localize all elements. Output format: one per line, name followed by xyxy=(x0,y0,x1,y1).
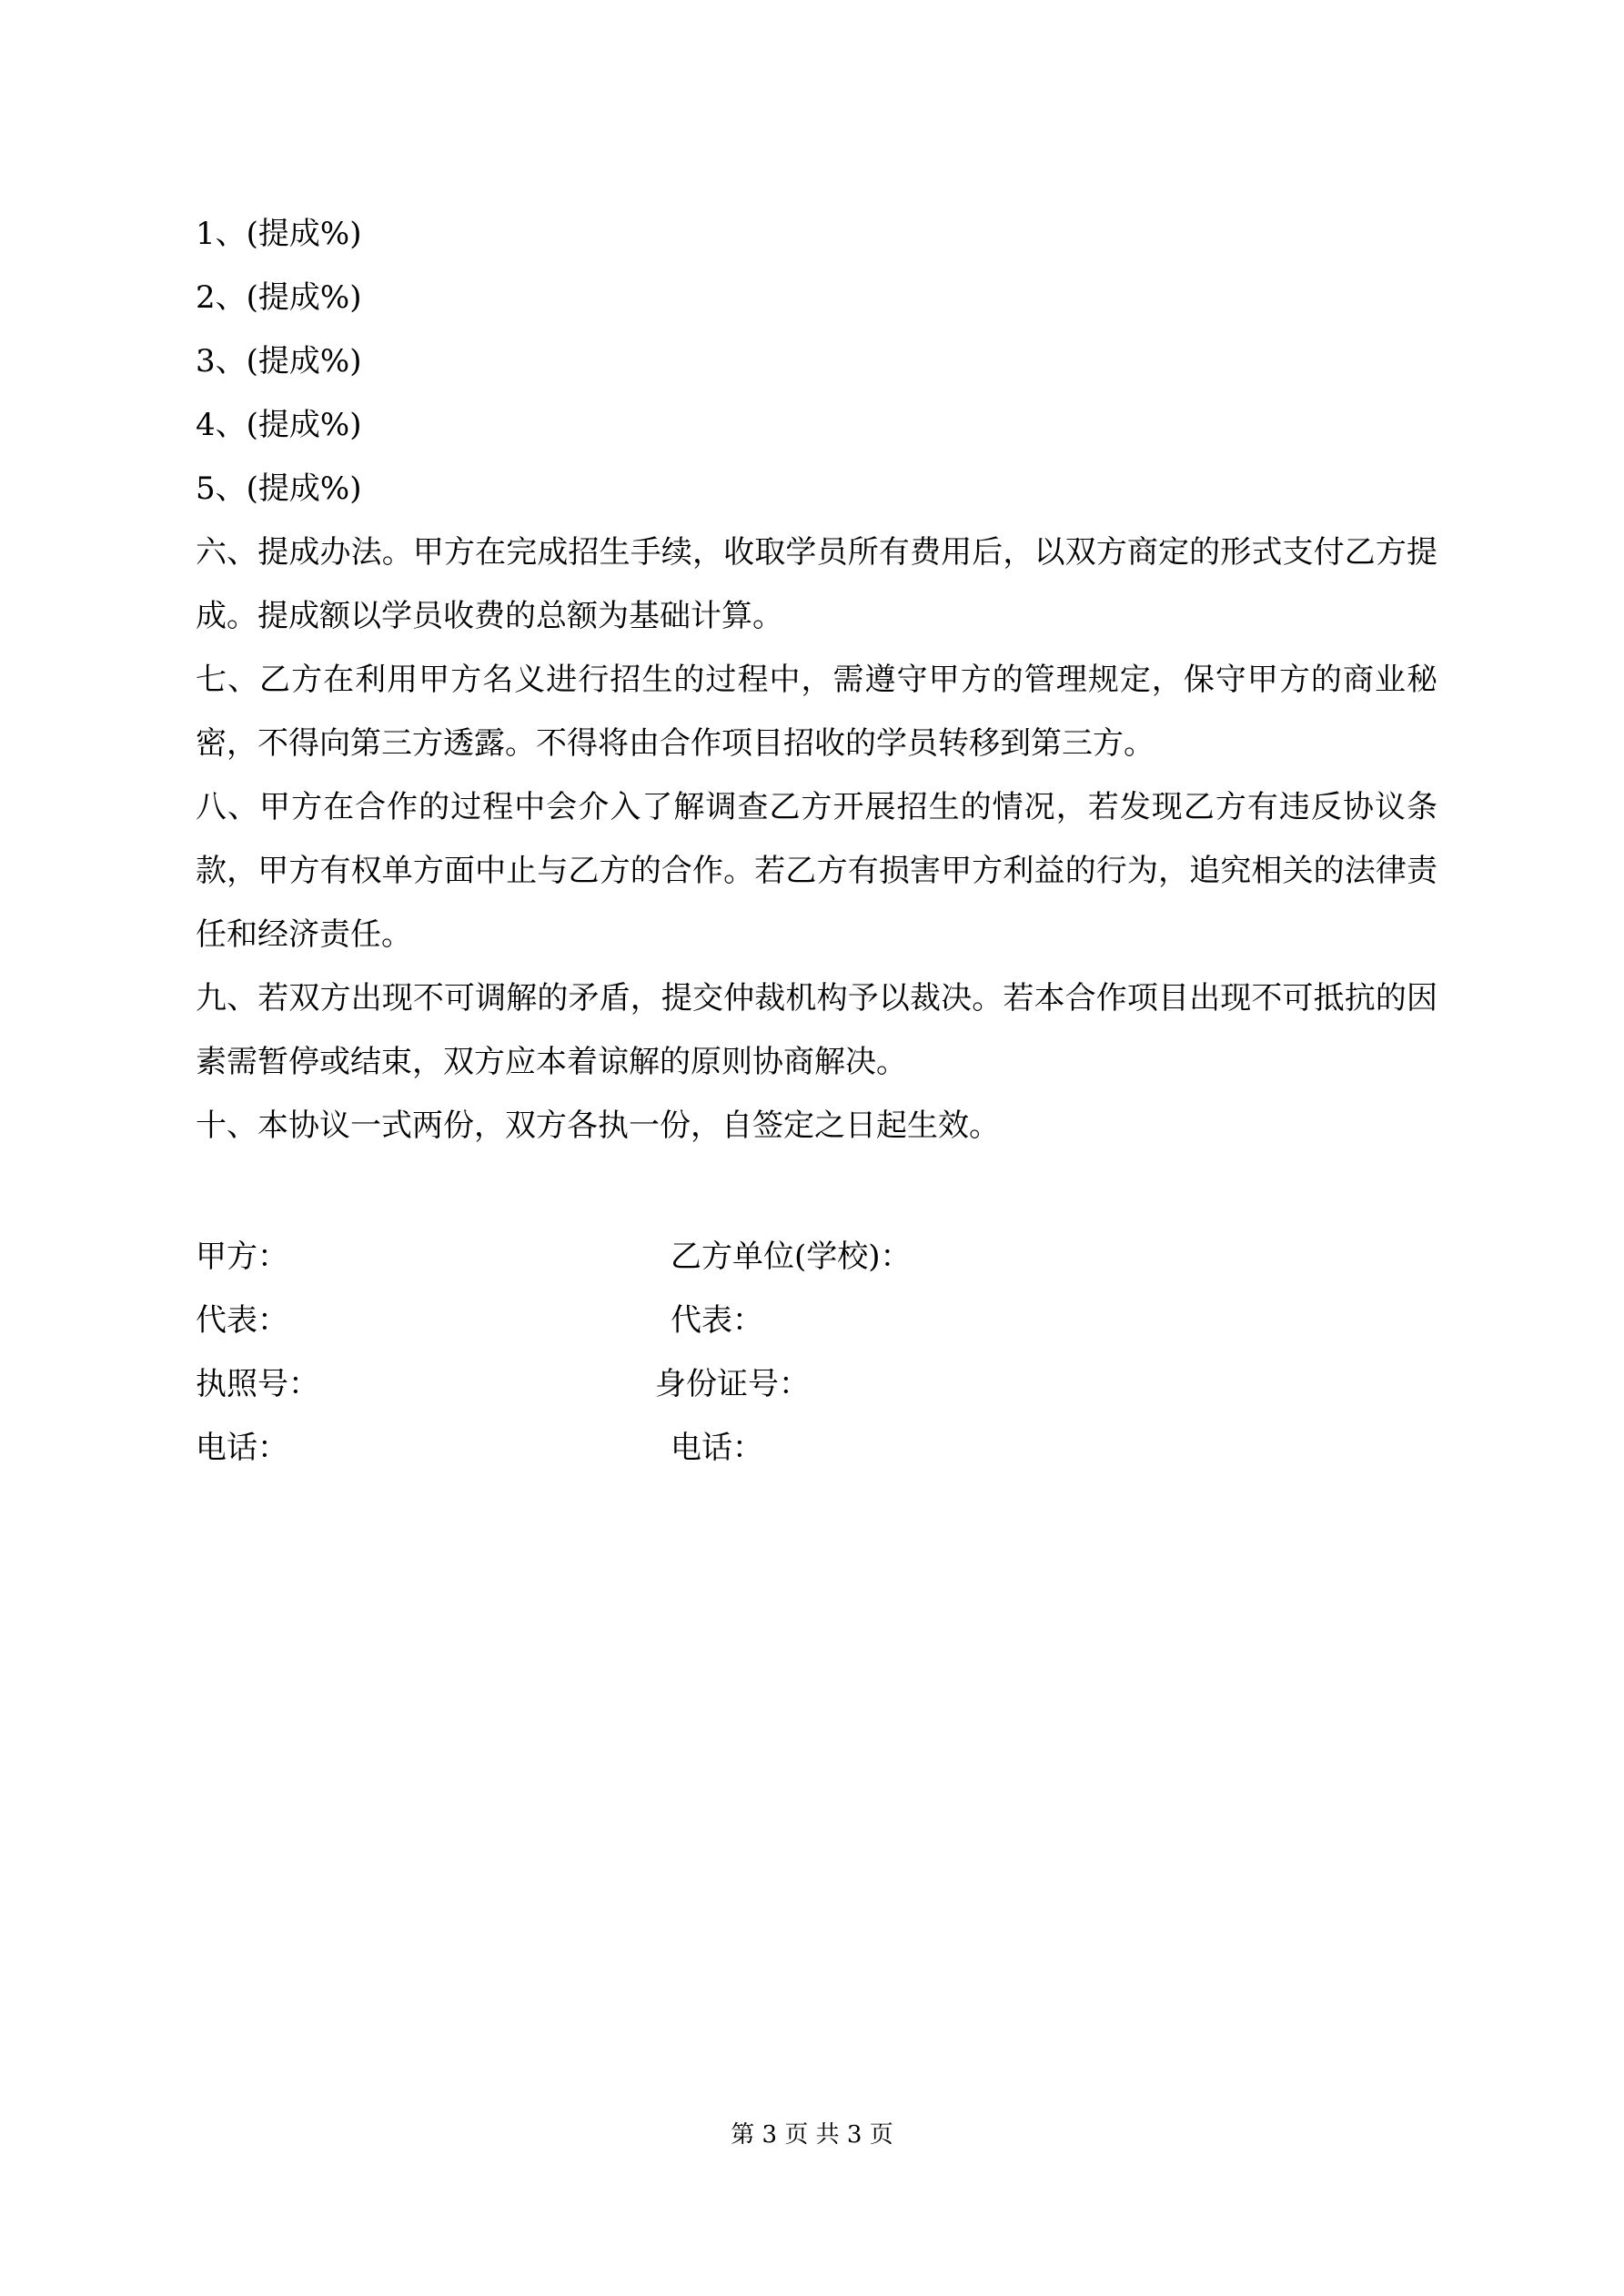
clause-6: 六、提成办法。甲方在完成招生手续，收取学员所有费用后，以双方商定的形式支付乙方提成。提成额以学员收费的总额为基础计算。 xyxy=(196,534,1437,634)
party-b-representative-label: 代表： xyxy=(671,1302,763,1339)
party-b-phone-label: 电话： xyxy=(671,1430,763,1466)
commission-item-3: 3、(提成%) xyxy=(196,343,362,379)
contract-body xyxy=(196,202,1437,1158)
party-b-label: 乙方单位(学校)： xyxy=(671,1239,912,1275)
signature-row-id xyxy=(196,1352,1437,1416)
signature-block xyxy=(196,1225,1437,1480)
clause-10: 十、本协议一式两份，双方各执一份，自签定之日起生效。 xyxy=(196,1108,1000,1144)
party-a-label: 甲方： xyxy=(196,1239,288,1275)
party-a-representative-label: 代表： xyxy=(196,1302,288,1339)
license-number-label: 执照号： xyxy=(196,1366,319,1402)
clause-9: 九、若双方出现不可调解的矛盾，提交仲裁机构予以裁决。若本合作项目出现不可抵抗的因素需暂停或结束，双方应本着谅解的原则协商解决。 xyxy=(196,980,1437,1080)
clause-7: 七、乙方在利用甲方名义进行招生的过程中，需遵守甲方的管理规定，保守甲方的商业秘密，不得向第三方透露。不得将由合作项目招收的学员转移到第三方。 xyxy=(196,662,1437,762)
signature-row-representative xyxy=(196,1289,1437,1352)
signature-row-phone xyxy=(196,1416,1437,1480)
commission-item-5: 5、(提成%) xyxy=(196,470,362,507)
id-number-label: 身份证号： xyxy=(655,1366,810,1402)
commission-item-2: 2、(提成%) xyxy=(196,279,362,316)
commission-item-1: 1、(提成%) xyxy=(196,216,362,252)
page-number: 第 3 页 共 3 页 xyxy=(731,2121,893,2149)
party-a-phone-label: 电话： xyxy=(196,1430,288,1466)
signature-row-party xyxy=(196,1225,1437,1289)
commission-item-4: 4、(提成%) xyxy=(196,407,362,443)
clause-8: 八、甲方在合作的过程中会介入了解调查乙方开展招生的情况，若发现乙方有违反协议条款，甲方有权单方面中止与乙方的合作。若乙方有损害甲方利益的行为，追究相关的法律责任和经济责任。 xyxy=(196,789,1437,953)
